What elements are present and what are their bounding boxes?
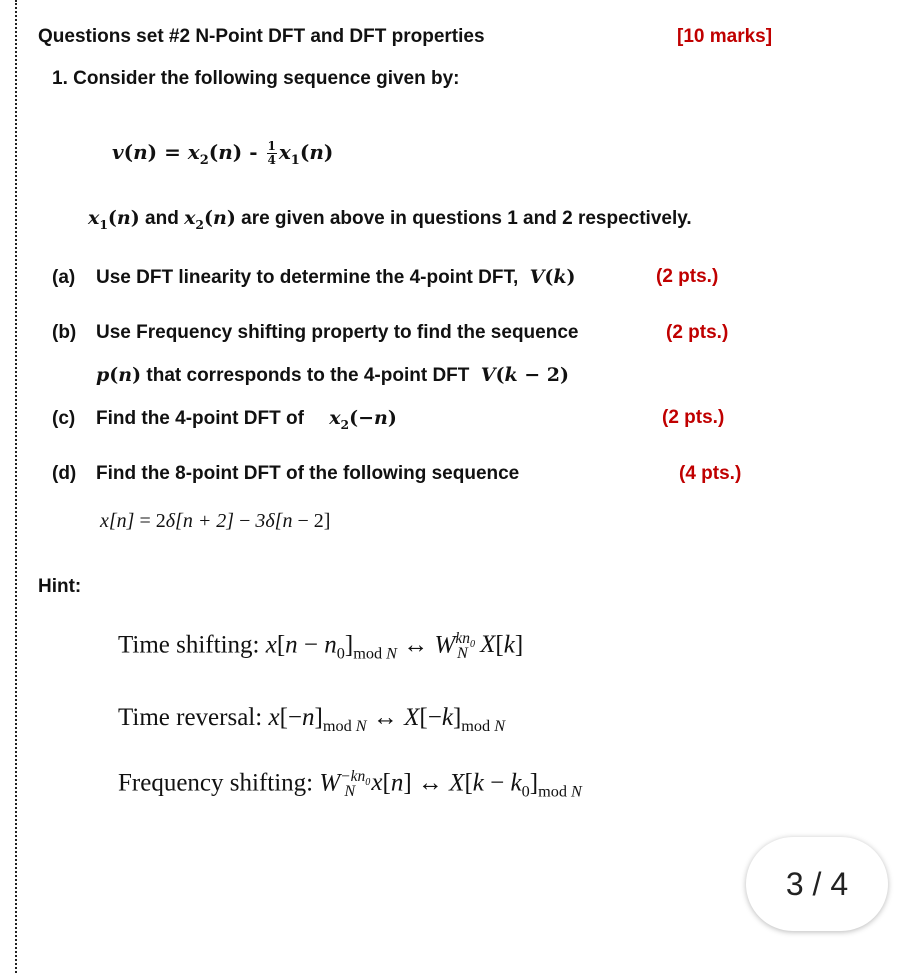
page-indicator[interactable]: 3 / 4 (746, 837, 888, 931)
given-sequences-note: $x_1(n)$ and $x_2(n)$ are given above in questions 1 and 2 respectively. (88, 207, 692, 232)
page-left-border (15, 0, 17, 973)
part-a-label: (a) (52, 267, 76, 288)
part-a-text: Use DFT linearity to determine the 4-point DFT, (96, 267, 519, 288)
part-d-sequence: x[n] = 2δ[n + 2] − 3δ[n − 2] (100, 510, 331, 532)
hint-frequency-shifting: Frequency shifting: $W^{-kn_0}_N$ x[n] ↔ $X[k - k_0]_{mod N}$ (118, 768, 582, 801)
part-c-points: (2 pts.) (662, 407, 725, 428)
part-b-label: (b) (52, 322, 77, 343)
part-c-label: (c) (52, 408, 76, 429)
hint-time-shifting: Time shifting: $x[n - n_0]_{mod N}$ ↔ $W^{kn_0}_N$ X[k] (118, 630, 524, 663)
part-d (52, 463, 519, 485)
question-set-title: Questions set #2 N-Point DFT and DFT properties (38, 26, 485, 47)
hint-time-reversal: Time reversal: $x[-n]_{mod N}$ ↔ $X[-k]_{mod N}$ (118, 704, 506, 735)
part-d-text: Find the 8-point DFT of the following sequence (96, 463, 520, 484)
part-a: (a) Use DFT linearity to determine the 4-point DFT, V(k) (52, 266, 576, 288)
question-1-intro: 1. Consider the following sequence given by: (52, 68, 460, 89)
sequence-equation: $v(n) = x_2(n)$ - $\frac{1}{4}$ $x_1(n)$ (112, 139, 334, 168)
part-c-text: Find the 4-point DFT of (96, 408, 304, 429)
part-b-line2: p(n) that corresponds to the 4-point DFT V(k − 2) (96, 364, 569, 386)
part-c: (c) Find the 4-point DFT of $x_2(-n)$ (52, 407, 397, 432)
part-a-points: (2 pts.) (656, 266, 719, 287)
total-marks: [10 marks] (677, 26, 773, 47)
quarter-fraction: $\frac{1}{4}$ (267, 139, 276, 167)
part-b-text: Use Frequency shifting property to find the sequence (96, 322, 579, 343)
part-d-label: (d) (52, 463, 77, 484)
part-b (52, 322, 578, 344)
part-d-points: (4 pts.) (679, 463, 742, 484)
part-b-points: (2 pts.) (666, 322, 729, 343)
hint-label: Hint: (38, 576, 82, 597)
